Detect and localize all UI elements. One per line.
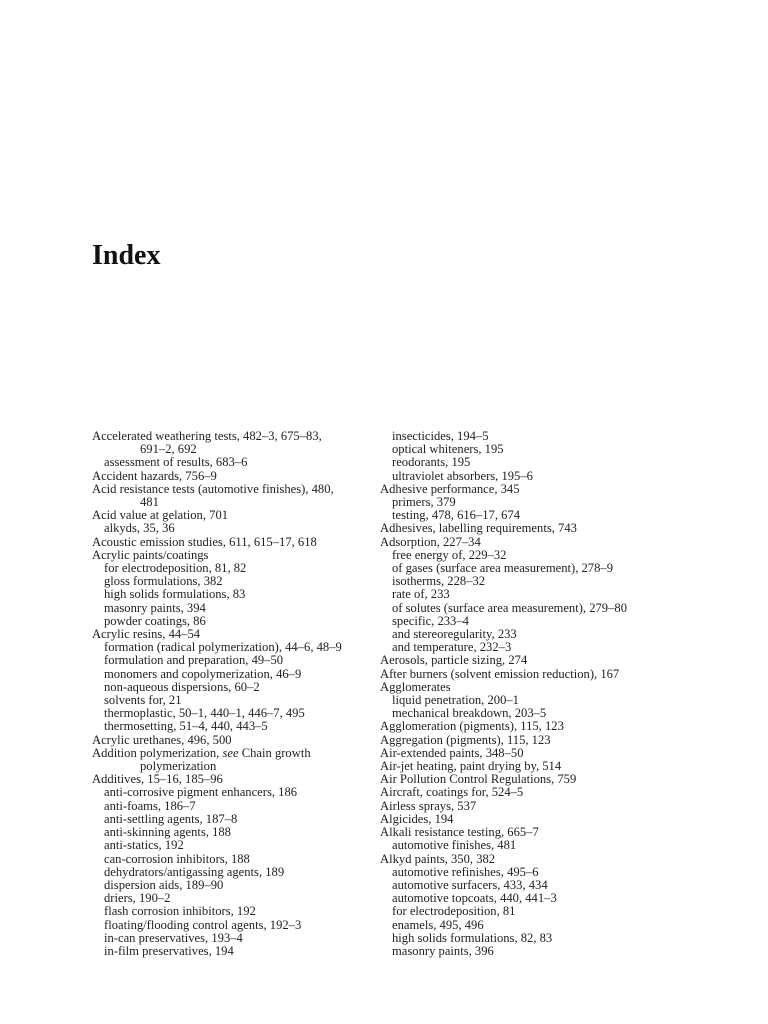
entry-text: thermosetting, 51–4, 440, 443–5 [104,719,268,734]
entry-text: automotive finishes, 481 [392,838,517,853]
entry-text: mechanical breakdown, 203–5 [392,706,547,721]
entry-text: Aggregation (pigments), 115, 123 [380,732,551,747]
entry-text: free energy of, 229–32 [392,547,507,562]
entry-text: Acrylic paints/coatings [92,547,209,562]
entry-text: anti-statics, 192 [104,838,184,853]
entry-text: anti-foams, 186–7 [104,798,196,813]
entry-text: Addition polymerization, [92,745,223,760]
entry-text: Acrylic resins, 44–54 [92,627,201,642]
page-title: Index [92,240,161,271]
entry-text: Air-extended paints, 348–50 [380,745,524,760]
entry-text: Algicides, 194 [380,811,454,826]
entry-text: Adhesives, labelling requirements, 743 [380,521,577,536]
entry-text: insecticides, 194–5 [392,429,489,443]
entry-text: Aircraft, coatings for, 524–5 [380,785,524,800]
entry-text: in-film preservatives, 194 [104,943,234,958]
entry-text: Acrylic urethanes, 496, 500 [92,732,232,747]
entry-text: can-corrosion inhibitors, 188 [104,851,250,866]
entry-text: Acoustic emission studies, 611, 615–17, 618 [92,534,317,549]
entry-text: ultraviolet absorbers, 195–6 [392,468,533,483]
entry-text: optical whiteners, 195 [392,442,504,457]
entry-text: driers, 190–2 [104,891,171,906]
entry-text: assessment of results, 683–6 [104,455,248,470]
entry-text: rate of, 233 [392,587,450,602]
index-subentry [380,945,670,958]
entry-text: isotherms, 228–32 [392,574,486,589]
entry-text: Agglomeration (pigments), 115, 123 [380,719,564,734]
entry-text: anti-settling agents, 187–8 [104,811,238,826]
index-column-right [380,430,670,958]
index-column-left [92,430,370,958]
entry-text: automotive topcoats, 440, 441–3 [392,891,557,906]
entry-text: Alkyd paints, 350, 382 [380,851,496,866]
entry-text: formation (radical polymerization), 44–6, 48–9 [104,640,342,655]
entry-text: monomers and copolymerization, 46–9 [104,666,302,681]
entry-text-after: Chain growth [238,745,311,760]
entry-text: Acid resistance tests (automotive finishes), 480, [92,481,334,496]
entry-text: formulation and preparation, 49–50 [104,653,284,668]
entry-text: automotive surfacers, 433, 434 [392,877,548,892]
entry-text: Additives, 15–16, 185–96 [92,772,223,787]
entry-text: Accelerated weathering tests, 482–3, 675–83, [92,429,322,443]
entry-text: flash corrosion inhibitors, 192 [104,904,256,919]
entry-text: polymerization [140,759,217,774]
entry-text: enamels, 495, 496 [392,917,484,932]
entry-text: dispersion aids, 189–90 [104,877,224,892]
entry-text: Adsorption, 227–34 [380,534,481,549]
entry-text: primers, 379 [392,495,456,510]
entry-text: solvents for, 21 [104,693,182,708]
entry-text: thermoplastic, 50–1, 440–1, 446–7, 495 [104,706,305,721]
entry-text: anti-skinning agents, 188 [104,825,231,840]
see-reference: see [222,745,239,760]
entry-text: 691–2, 692 [140,442,197,457]
entry-text: and stereoregularity, 233 [392,627,517,642]
entry-text: Aerosols, particle sizing, 274 [380,653,528,668]
entry-text: for electrodeposition, 81, 82 [104,561,247,576]
entry-text: Air Pollution Control Regulations, 759 [380,772,577,787]
index-entry [92,430,370,443]
entry-text: non-aqueous dispersions, 60–2 [104,679,260,694]
entry-text: high solids formulations, 83 [104,587,246,602]
entry-text: Acid value at gelation, 701 [92,508,229,523]
entry-text: liquid penetration, 200–1 [392,693,519,708]
entry-text: Alkali resistance testing, 665–7 [380,825,539,840]
entry-text: Air-jet heating, paint drying by, 514 [380,759,562,774]
entry-text: After burners (solvent emission reduction), 167 [380,666,620,681]
entry-text: masonry paints, 394 [104,600,206,615]
entry-text: automotive refinishes, 495–6 [392,864,539,879]
entry-text: anti-corrosive pigment enhancers, 186 [104,785,298,800]
entry-text: floating/flooding control agents, 192–3 [104,917,302,932]
entry-text: reodorants, 195 [392,455,471,470]
entry-text: of solutes (surface area measurement), 279–80 [392,600,627,615]
entry-text: gloss formulations, 382 [104,574,223,589]
entry-text: and temperature, 232–3 [392,640,512,655]
index-entry [92,483,370,496]
entry-text: dehydrators/antigassing agents, 189 [104,864,285,879]
entry-text: in-can preservatives, 193–4 [104,930,243,945]
index-entry [92,747,370,760]
entry-text: Airless sprays, 537 [380,798,477,813]
entry-text: for electrodeposition, 81 [392,904,516,919]
entry-text: 481 [140,495,159,510]
entry-text: alkyds, 35, 36 [104,521,175,536]
entry-text: powder coatings, 86 [104,613,206,628]
entry-text: specific, 233–4 [392,613,469,628]
entry-text: Agglomerates [380,679,451,694]
index-subentry [92,945,370,958]
entry-text: Adhesive performance, 345 [380,481,520,496]
entry-text: of gases (surface area measurement), 278–9 [392,561,613,576]
entry-text: Accident hazards, 756–9 [92,468,217,483]
entry-text: high solids formulations, 82, 83 [392,930,553,945]
entry-text: masonry paints, 396 [392,943,494,958]
entry-text: testing, 478, 616–17, 674 [392,508,521,523]
